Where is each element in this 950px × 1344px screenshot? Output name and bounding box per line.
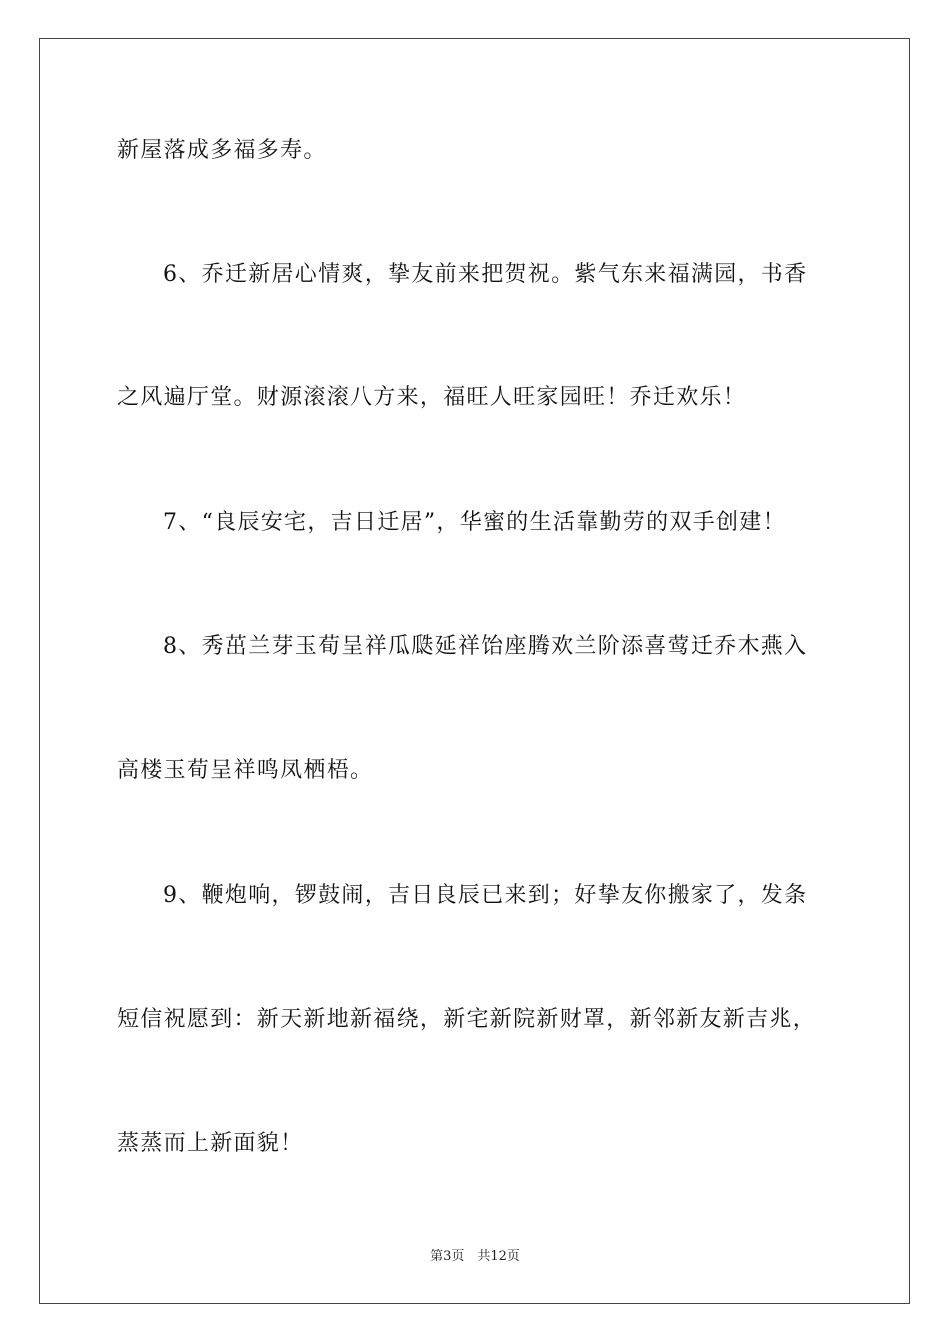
item-8-line-1: 8、秀茁兰芽玉荀呈祥瓜瓞延祥饴座腾欢兰阶添喜莺迁乔木燕入 xyxy=(163,634,808,659)
item-7-line-1: 7、“良辰安宅，吉日迁居”，华蜜的生活靠勤劳的双手创建！ xyxy=(163,510,786,535)
item-6-line-1: 6、乔迁新居心情爽，挚友前来把贺祝。紫气东来福满园，书香 xyxy=(163,262,808,287)
page-border xyxy=(39,38,910,1304)
item-6-line-2: 之风遍厅堂。财源滚滚八方来，福旺人旺家园旺！乔迁欢乐！ xyxy=(117,385,747,410)
item-9-line-2: 短信祝愿到：新天新地新福绕，新宅新院新财罩，新邻新友新吉兆， xyxy=(117,1007,817,1032)
item-9-line-3: 蒸蒸而上新面貌！ xyxy=(117,1131,304,1156)
text-line-1: 新屋落成多福多寿。 xyxy=(117,138,327,163)
item-8-line-2: 高楼玉荀呈祥鸣凤栖梧。 xyxy=(117,758,374,783)
item-9-line-1: 9、鞭炮响，锣鼓闹，吉日良辰已来到；好挚友你搬家了，发条 xyxy=(163,883,808,908)
page-number-footer: 第3页 共12页 xyxy=(430,1249,520,1264)
